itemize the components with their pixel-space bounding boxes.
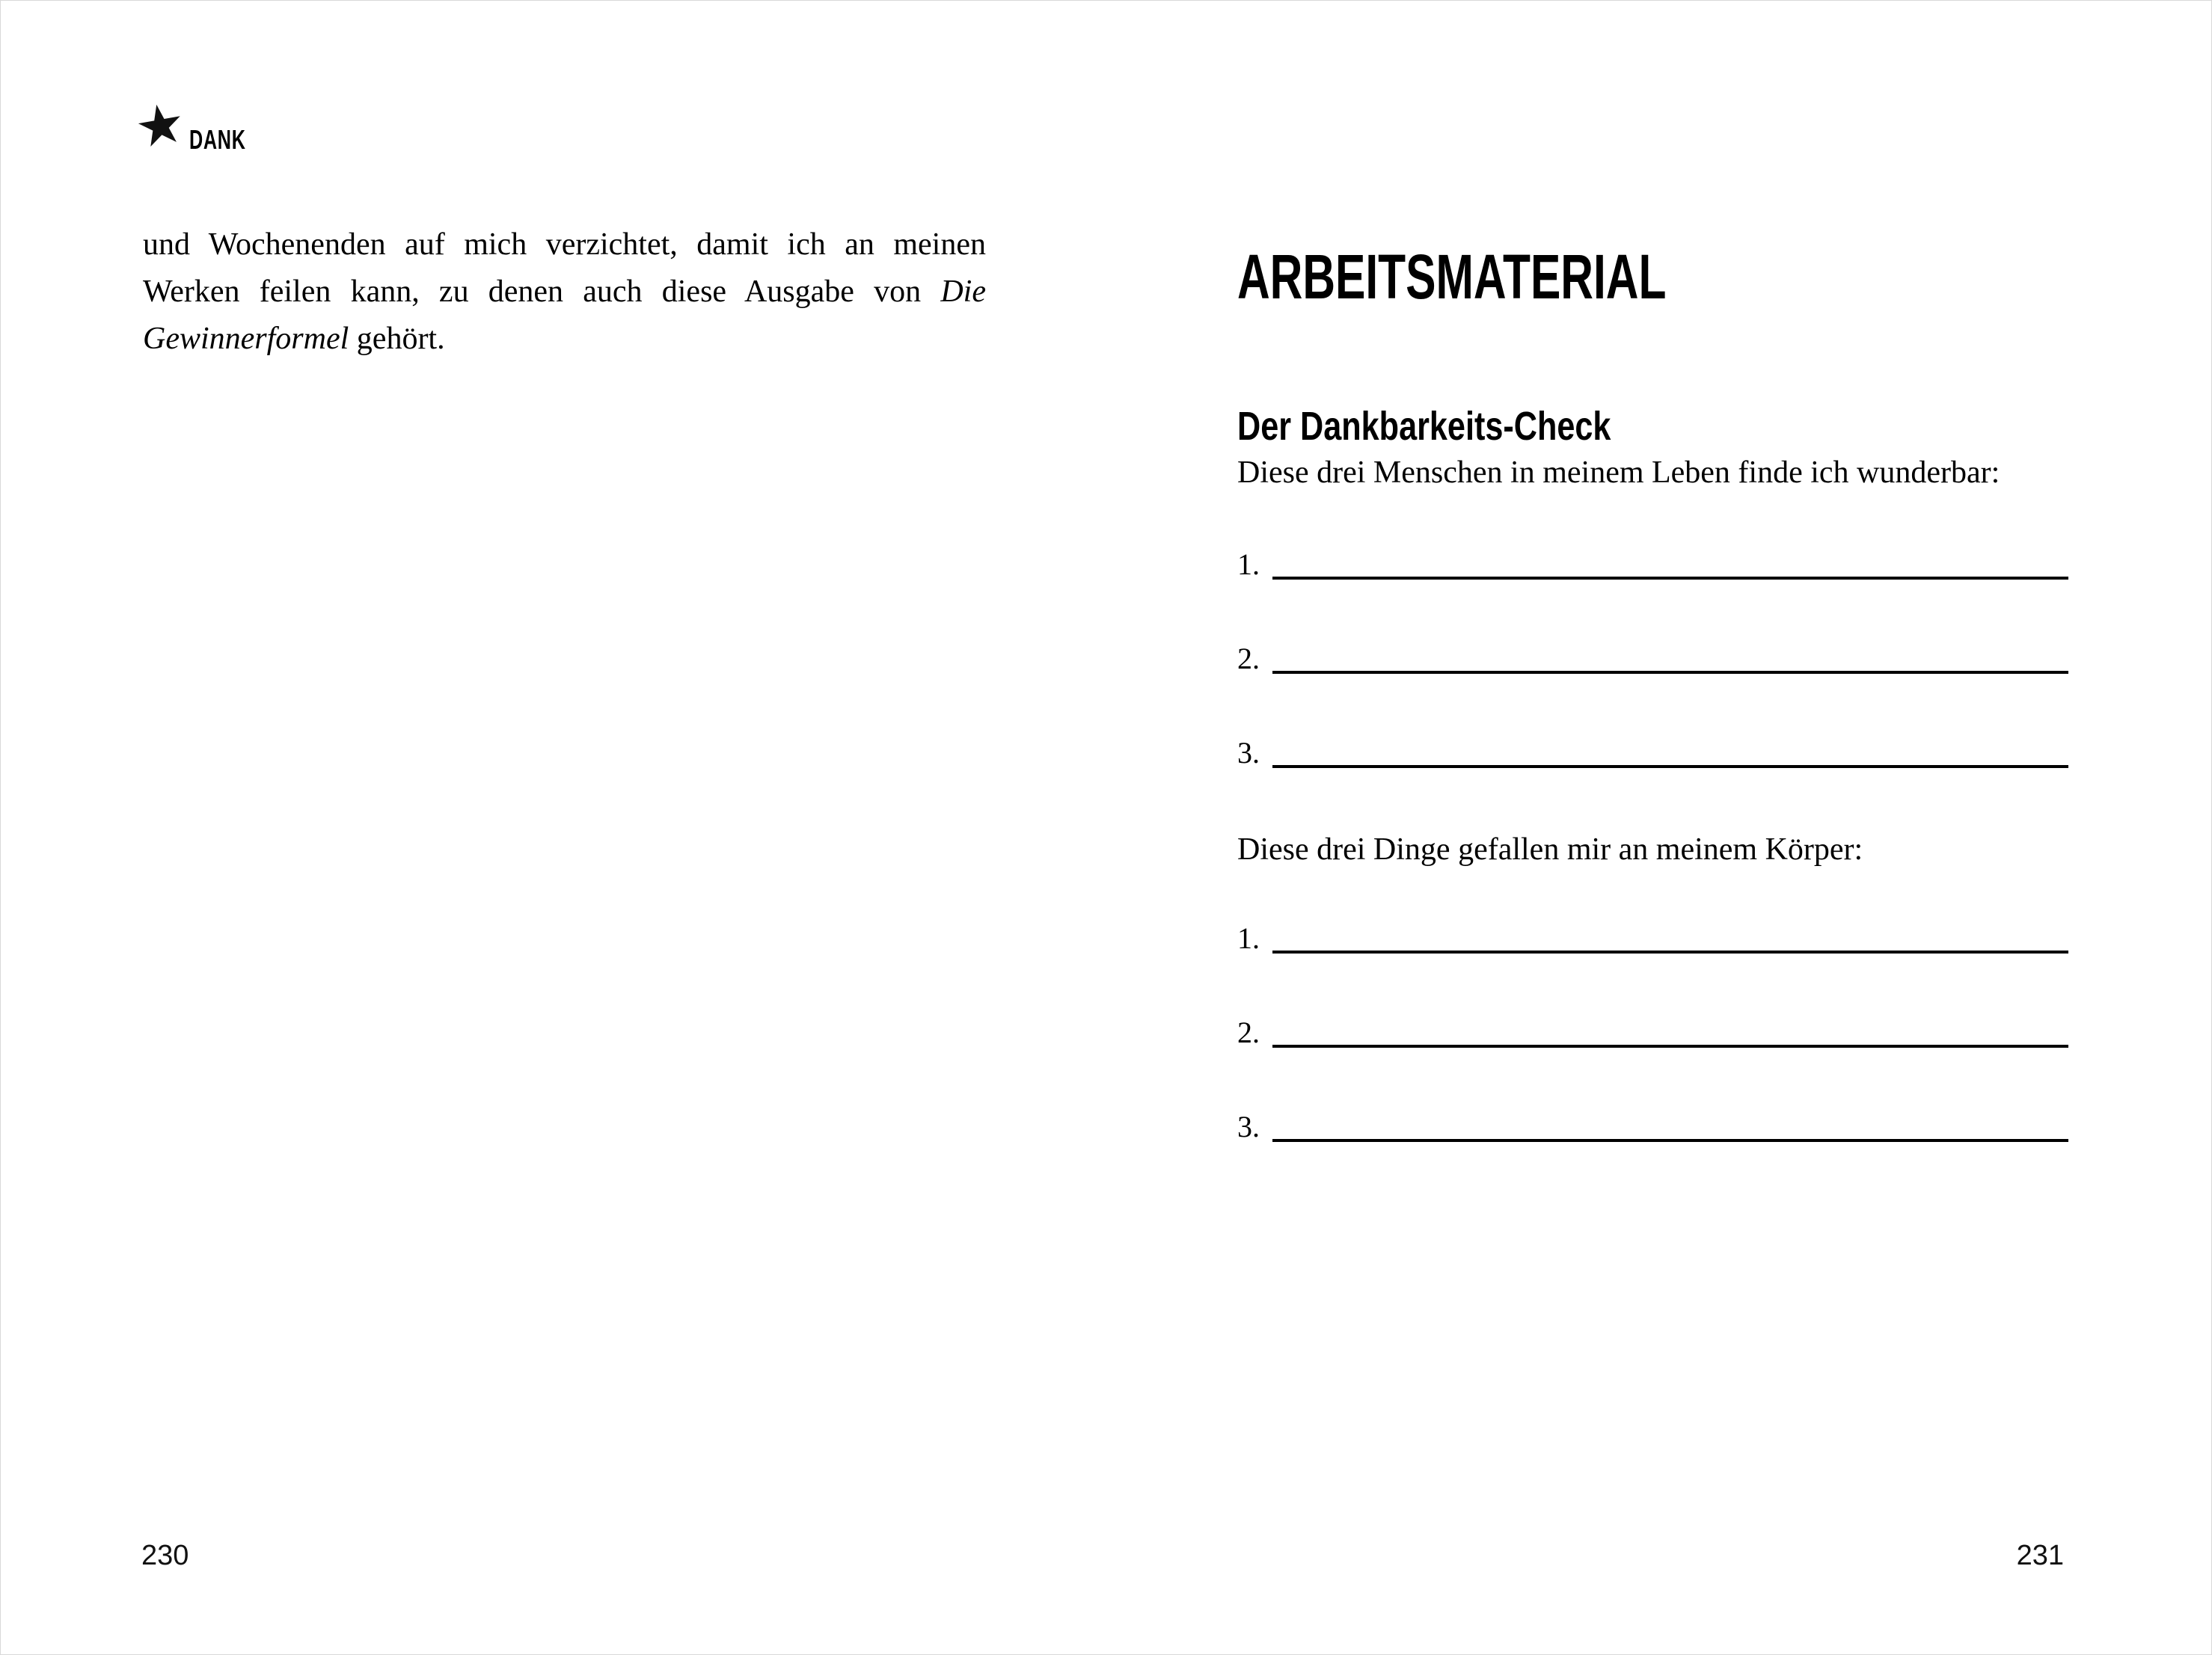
chapter-running-head: DANK [189, 124, 246, 155]
fill-in-row [1237, 1013, 2068, 1049]
section1-prompt: Diese drei Menschen in meinem Leben finde ich wunderbar: [1237, 455, 2000, 490]
blank-line [1272, 951, 2068, 954]
item-number: 1. [1237, 921, 1260, 955]
item-number: 3. [1237, 1110, 1260, 1143]
fill-in-row [1237, 639, 2068, 675]
blank-line [1272, 1139, 2068, 1142]
italic-book-title-part: Die [940, 274, 986, 309]
star-icon: ★ [130, 89, 191, 162]
fill-in-row [1237, 1108, 2068, 1143]
item-number: 2. [1237, 642, 1260, 675]
italic-book-title-part: Gewinnerformel [143, 322, 349, 356]
paragraph-line-1: und Wochenenden auf mich verzichtet, damit ich an meinen [143, 227, 986, 262]
page-number-right: 231 [2016, 1540, 2064, 1571]
section2-prompt: Diese drei Dinge gefallen mir an meinem Körper: [1237, 832, 1863, 867]
item-number: 3. [1237, 736, 1260, 770]
section-heading: Der Dankbarkeits-Check [1237, 404, 1611, 449]
item-number: 2. [1237, 1016, 1260, 1049]
item-number: 1. [1237, 547, 1260, 581]
blank-line [1272, 1045, 2068, 1048]
fill-in-row [1237, 545, 2068, 581]
body-paragraph [143, 221, 986, 363]
page-number-left: 230 [141, 1540, 189, 1571]
fill-in-row [1237, 919, 2068, 955]
paragraph-line-2: Werken feilen kann, zu denen auch diese Ausgabe von Die [143, 274, 986, 309]
fill-in-row [1237, 734, 2068, 770]
blank-line [1272, 765, 2068, 768]
blank-line [1272, 671, 2068, 674]
paragraph-line-3: Gewinnerformel gehört. [143, 322, 445, 356]
page-title: ARBEITSMATERIAL [1237, 242, 1667, 312]
blank-line [1272, 577, 2068, 580]
